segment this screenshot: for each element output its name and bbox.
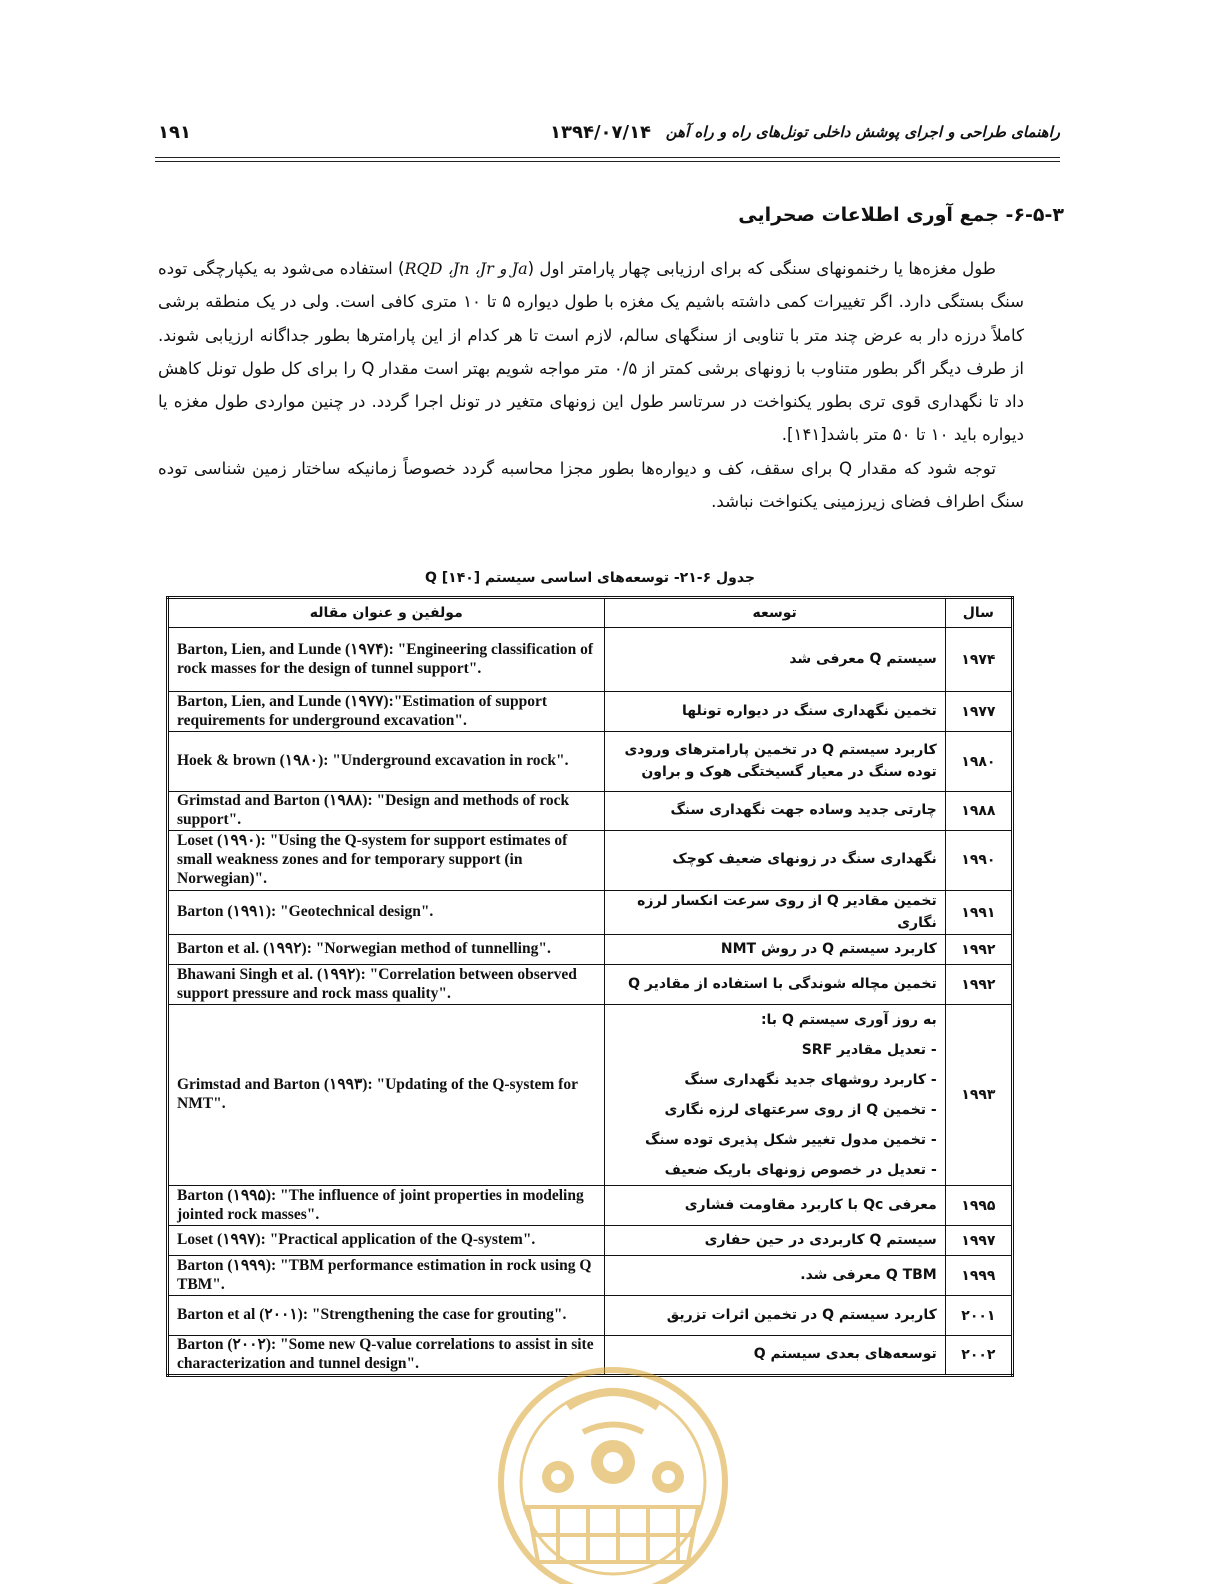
year-cell: ۱۹۸۸ [945, 792, 1012, 831]
year-cell: ۱۹۹۲ [945, 965, 1012, 1005]
development-cell: کاربرد سیستم Q در تخمین پارامترهای ورودی توده سنگ در معیار گسیختگی هوک و براون [604, 732, 945, 792]
table-row [168, 965, 1013, 1005]
authors-cell: Barton et al (۲۰۰۱): "Strengthening the case for grouting". [168, 1296, 605, 1336]
header-development: توسعه [604, 598, 945, 628]
authors-cell: Barton (۲۰۰۲): "Some new Q-value correlations to assist in site characterization and tunnel design". [168, 1336, 605, 1376]
development-list-item: - تخمین Q از روی سرعتهای لرزه نگاری [664, 1102, 937, 1119]
year-cell: ۱۹۹۵ [945, 1186, 1012, 1226]
header-year: سال [945, 598, 1012, 628]
paragraph-1-before: طول مغزه‌ها یا رخنمونهای سنگی که برای ارزیابی چهار پارامتر اول ( [527, 259, 996, 278]
table-caption: جدول ۶-۲۱- توسعه‌های اساسی سیستم Q [۱۴۰] [424, 570, 756, 586]
paragraph-1-params: RQD ،Jn ،Jr و Ja [404, 259, 528, 278]
year-cell: ۱۹۹۷ [945, 1226, 1012, 1256]
year-cell: ۱۹۹۳ [945, 1005, 1012, 1186]
table-row [168, 628, 1013, 692]
authors-cell: Bhawani Singh et al. (۱۹۹۲): "Correlation between observed support pressure and rock mass quality". [168, 965, 605, 1005]
development-cell: سیستم Q معرفی شد [604, 628, 945, 692]
header-title: راهنمای طراحی و اجرای پوشش داخلی تونل‌های راه و راه آهن [665, 123, 1060, 141]
table-row [168, 830, 1013, 890]
development-cell: سیستم Q کاربردی در حین حفاری [604, 1226, 945, 1256]
table-row [168, 732, 1013, 792]
development-list-item: - تعدیل مقادیر SRF [801, 1042, 937, 1059]
q-system-table [166, 596, 1014, 1377]
header-authors: مولفین و عنوان مقاله [168, 598, 605, 628]
table-row [168, 1005, 1013, 1186]
development-cell: تخمین نگهداری سنگ در دیواره تونلها [604, 692, 945, 732]
development-cell: چارتی جدید وساده جهت نگهداری سنگ [604, 792, 945, 831]
development-cell: نگهداری سنگ در زونهای ضعیف کوچک [604, 830, 945, 890]
header-date: ۱۳۹۴/۰۷/۱۴ [550, 122, 652, 143]
year-cell: ۱۹۹۹ [945, 1256, 1012, 1296]
table-header-row [168, 598, 1013, 628]
table-row [168, 1226, 1013, 1256]
paragraph-1 [158, 252, 1024, 452]
authors-cell: Barton et al. (۱۹۹۲): "Norwegian method of tunnelling". [168, 935, 605, 965]
development-cell: توسعه‌های بعدی سیستم Q [604, 1336, 945, 1376]
year-cell: ۲۰۰۲ [945, 1336, 1012, 1376]
year-cell: ۱۹۹۰ [945, 830, 1012, 890]
authors-cell: Barton (۱۹۹۱): "Geotechnical design". [168, 890, 605, 934]
table-row [168, 1296, 1013, 1336]
table-row [168, 890, 1013, 934]
development-cell: تخمین مقادیر Q از روی سرعت انکسار لرزه نگاری [604, 890, 945, 934]
development-list-item: - تخمین مدول تغییر شکل پذیری توده سنگ [645, 1132, 937, 1149]
development-list-cell [604, 1005, 945, 1186]
authors-cell: Loset (۱۹۹۰): "Using the Q-system for support estimates of small weakness zones and for temporary support (in Norwegian)". [168, 830, 605, 890]
authors-cell: Loset (۱۹۹۷): "Practical application of the Q-system". [168, 1226, 605, 1256]
year-cell: ۱۹۷۴ [945, 628, 1012, 692]
table-row [168, 1256, 1013, 1296]
year-cell: ۱۹۹۲ [945, 935, 1012, 965]
authors-cell: Grimstad and Barton (۱۹۸۸): "Design and methods of rock support". [168, 792, 605, 831]
development-cell: تخمین مچاله شوندگی با استفاده از مقادیر Q [604, 965, 945, 1005]
header-rule-bottom [155, 161, 1060, 162]
page-header [155, 120, 1060, 150]
year-cell: ۱۹۹۱ [945, 890, 1012, 934]
year-cell: ۱۹۷۷ [945, 692, 1012, 732]
year-cell: ۲۰۰۱ [945, 1296, 1012, 1336]
development-list-item: به روز آوری سیستم Q با: [760, 1012, 937, 1029]
table-row [168, 692, 1013, 732]
body-text [158, 252, 1024, 518]
paragraph-2: توجه شود که مقدار Q برای سقف، کف و دیواره‌ها بطور مجزا محاسبه گردد خصوصاً زمانیکه ساختار زمین شناسی توده سنگ اطراف فضای زیرزمینی یکنواخت نباشد. [158, 458, 1024, 512]
authors-cell: Barton (۱۹۹۹): "TBM performance estimation in rock using Q TBM". [168, 1256, 605, 1296]
table-row [168, 792, 1013, 831]
authors-cell: Barton, Lien, and Lunde (۱۹۷۷):"Estimation of support requirements for underground excavation". [168, 692, 605, 732]
header-rule-top [155, 157, 1060, 158]
authors-cell: Barton, Lien, and Lunde (۱۹۷۴): "Engineering classification of rock masses for the design of tunnel support". [168, 628, 605, 692]
development-list-item: - کاربرد روشهای جدید نگهداری سنگ [684, 1072, 937, 1089]
development-cell: کاربرد سیستم Q در روش NMT [604, 935, 945, 965]
development-cell: کاربرد سیستم Q در تخمین اثرات تزریق [604, 1296, 945, 1336]
development-cell: Q TBM معرفی شد. [604, 1256, 945, 1296]
section-heading: ۶-۵-۳- جمع آوری اطلاعات صحرایی [738, 204, 1064, 226]
authors-cell: Barton (۱۹۹۵): "The influence of joint properties in modeling jointed rock masses". [168, 1186, 605, 1226]
table-row [168, 935, 1013, 965]
authors-cell: Hoek & brown (۱۹۸۰): "Underground excavation in rock". [168, 732, 605, 792]
development-cell: معرفی Qc با کاربرد مقاومت فشاری [604, 1186, 945, 1226]
page-number: ۱۹۱ [158, 122, 191, 143]
authors-cell: Grimstad and Barton (۱۹۹۳): "Updating of the Q-system for NMT". [168, 1005, 605, 1186]
watermark-logo [488, 1357, 738, 1584]
paragraph-1-after: ) استفاده می‌شود به یکپارچگی توده سنگ بستگی دارد. اگر تغییرات کمی داشته باشیم یک مغزه با طول دیواره ۵ تا ۱۰ متری کافی است. ولی در یک منطقه برشی کاملاً درزه دار به عرض چند متر با تناوبی از سنگهای سالم، لازم است تا هر کدام از این پارامترها بطور جداگانه ارزیابی شوند. از طرف دیگر اگر بطور متناوب با زونهای برشی کمتر از ۰/۵ متر مواجه شویم بهتر است مقدار Q را برای کل طول تونل کاهش داد تا نگهداری قوی تری بطور یکنواخت در سرتاسر طول این زونهای متغیر در تونل اجرا گردد. در چنین مواردی طول مغزه یا دیواره باید ۱۰ تا ۵۰ متر باشد[۱۴۱]. [158, 259, 1025, 445]
year-cell: ۱۹۸۰ [945, 732, 1012, 792]
development-list-item: - تعدیل در خصوص زونهای باریک ضعیف [664, 1162, 937, 1179]
table-row [168, 1186, 1013, 1226]
